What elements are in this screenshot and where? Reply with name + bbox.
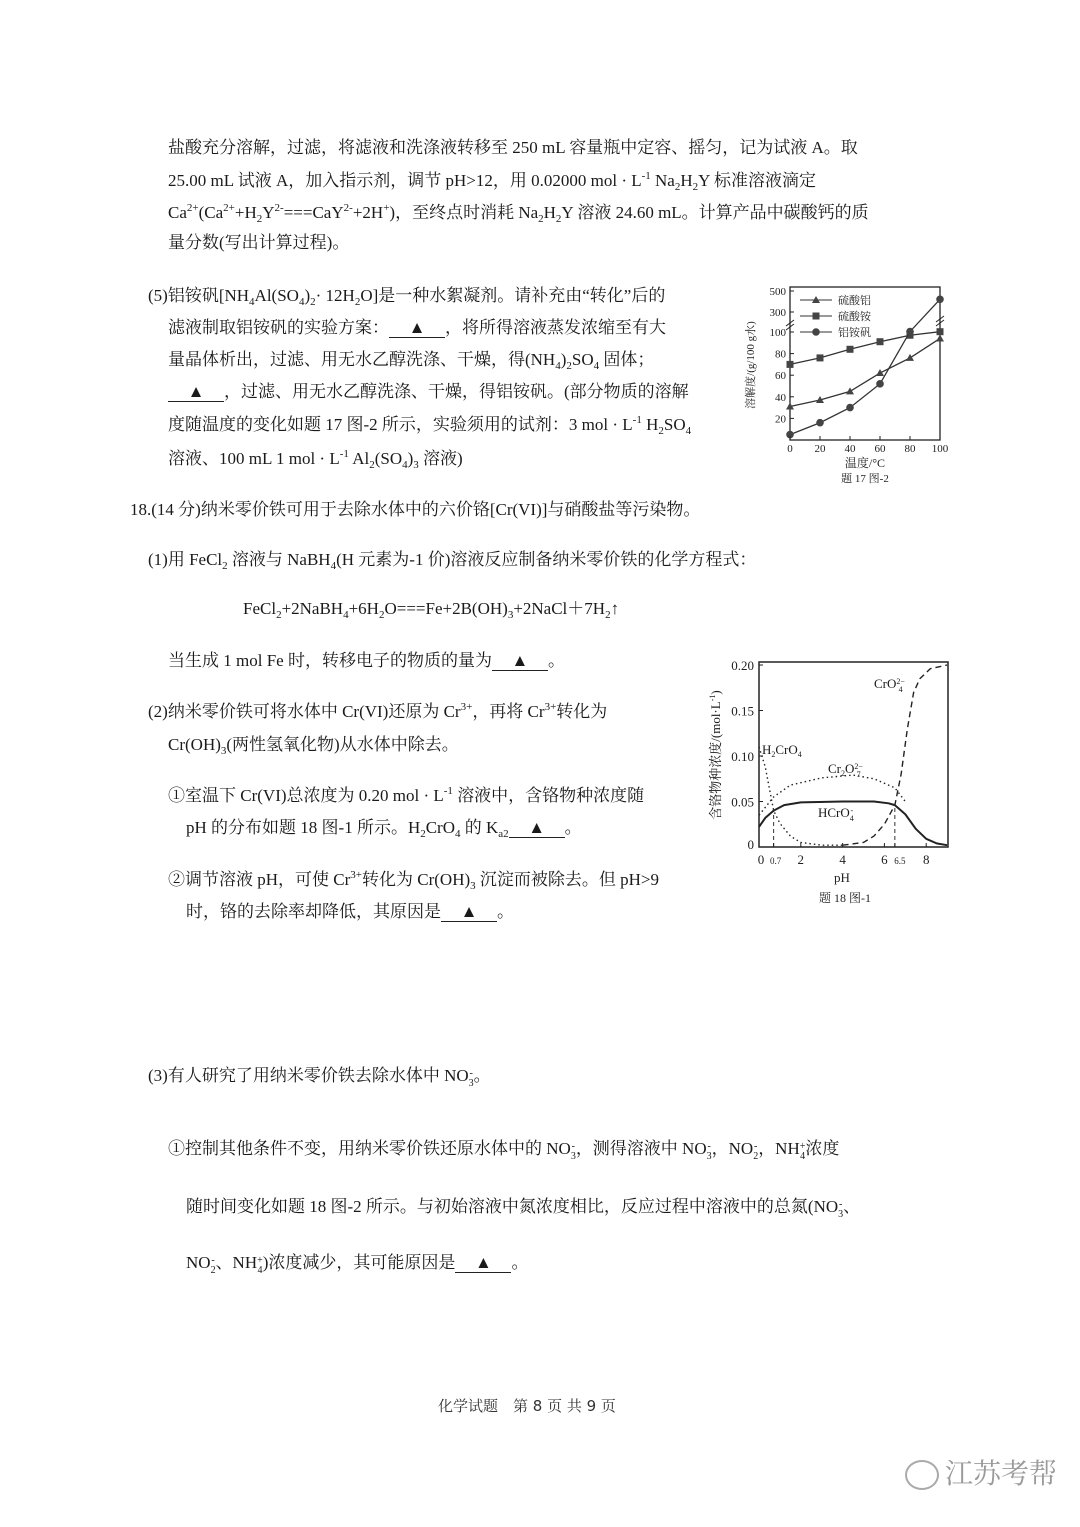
text-run: SO [571,350,594,369]
sub-superscript [854,763,863,779]
text-run: 。 [564,818,582,837]
sub-superscript [850,807,854,823]
text-run: ，过滤、用无水乙醇洗涤、干燥，得铝铵矾。(部分物质的溶解 [224,382,689,401]
legend-label: 铝铵矾 [838,327,871,339]
superscript: 3+ [460,701,473,713]
subscript: 3 [706,1151,712,1162]
data-point-circle [906,328,914,336]
y-tick-label: 500 [769,286,786,298]
text-run: FeCl [243,599,277,618]
text-run: CrO [874,676,897,691]
text-run: 。 [511,1253,529,1272]
text-run: (5)铝铵矾[NH [148,286,250,305]
superscript: -1 [443,785,453,797]
subscript: 2 [771,750,776,759]
data-point-triangle [906,354,914,361]
data-point-triangle [936,334,944,341]
text-run: +2NaCl＋7H [513,599,606,618]
subscript: 4 [455,828,461,840]
superscript: - [571,1141,575,1152]
legend-label: 硫酸铝 [838,295,871,307]
chart18-label-h2cro4 [762,743,802,757]
subscript: 2 [354,296,361,308]
x-tick-label: 60 [874,443,886,455]
legend-label: 硫酸铵 [838,311,871,323]
text-run: 、NH [215,1253,258,1272]
data-point-square [817,354,824,361]
subscript: 2 [538,213,544,225]
text-run: ) [708,690,723,695]
superscript: 3+ [350,869,362,881]
text-run: ===CaY [283,203,344,222]
chart17-ylabel: 溶解度/(g/100 g水) [745,321,757,409]
subscript: 2 [256,213,263,225]
text-run: 溶液与 NaBH [227,550,331,569]
subscript: 4 [849,814,854,823]
text-run: ，将所得溶液蒸发浓缩至有大 [445,318,666,337]
text-run: Al(SO [254,286,299,305]
subscript: 4 [298,296,305,308]
x-tick-label: 80 [904,443,916,455]
text-run: pH 的分布如题 18 图-1 所示。H [186,818,421,837]
chart18-label-cro4 [874,677,905,694]
subscript: 3 [470,880,476,892]
answer-blank[interactable]: ▲ [168,383,224,402]
subscript: 4 [593,360,600,372]
text-run: 度随温度的变化如题 17 图-2 所示，实验须用的试剂：3 mol · L [168,415,633,434]
y-tick-label: 20 [775,413,786,426]
chart18-ylabel [709,675,723,835]
text-run: ①室温下 Cr(VI)总浓度为 0.20 mol · L [168,786,444,805]
y-tick-label: 0.05 [731,794,754,810]
text-run: ，测得溶液中 NO [575,1139,707,1158]
subscript: 3 [838,1209,844,1220]
data-point-triangle [876,369,884,376]
text-run: Ca [168,203,187,222]
text-run: 转化为 [556,702,608,721]
text-run: 。 [473,1066,491,1085]
subscript: 2 [605,609,611,621]
y-tick-label: 40 [775,391,786,404]
text-run: )浓度减少，其可能原因是 [262,1253,456,1272]
x-tick-label: 40 [844,443,856,455]
wechat-icon [905,1460,939,1490]
subscript: 7 [856,770,861,779]
superscript: 2− [896,677,905,686]
subscript: 4 [800,1151,806,1162]
superscript: 2+ [186,202,199,214]
text-run: Al [348,449,370,468]
text-run: ) [560,350,567,369]
subscript: 4 [797,750,802,759]
data-point-circle [816,419,824,427]
text-run: ，再将 Cr [472,702,545,721]
text-run: 量分数(写出计算过程)。 [168,233,350,252]
subscript: 4 [555,360,561,372]
data-point-square [877,338,884,345]
text-run: (Ca [198,203,224,222]
subscript: 2 [378,609,385,621]
text-run: O]是一种水絮凝剂。请补充由“转化”后的 [360,286,666,305]
solubility-chart [743,286,949,485]
x-tick-label: 6 [881,852,888,867]
text-run: 随时间变化如题 18 图-2 所示。与初始溶液中氮浓度相比，反应过程中溶液中的总氮(NO [186,1197,839,1216]
data-point-circle [876,380,884,388]
x-tick-label: 8 [922,852,930,867]
chart18-label-hcro4 [818,806,854,823]
text-run: ) [304,286,311,305]
answer-blank[interactable]: ▲ [389,319,445,338]
subscript: 2 [753,1151,759,1162]
text-run: 18.(14 分)纳米零价铁可用于去除水体中的六价铬[Cr(VI)]与硝酸盐等污染物。 [130,500,701,519]
text-run: +H [234,203,257,222]
subscript: 2 [222,560,228,572]
y-tick-label: 60 [775,370,786,383]
data-point-square [787,361,794,368]
text-run: 当生成 1 mol Fe 时，转移电子的物质的量为 [168,651,492,670]
text-run: CrO [425,818,455,837]
y-tick-label: 80 [775,348,786,361]
text-run: H [641,415,659,434]
subscript: 4 [249,296,255,308]
legend-marker-square [813,313,820,320]
data-point-triangle [846,387,854,394]
superscript: 3+ [544,701,557,713]
subscript: 3 [507,609,514,621]
chart17-title: 题 17 图-2 [841,473,889,485]
subscript: 2 [310,296,316,308]
text-run: (SO [374,449,403,468]
subscript: 3 [468,1078,474,1089]
y-tick-label: 300 [769,307,786,319]
subscript: 4 [685,425,692,437]
text-run: O===Fe+2B(OH) [384,599,508,618]
subscript: a2 [498,828,509,840]
answer-blank[interactable]: ▲ [441,903,497,922]
text-run: (两性氢氧化物)从水体中除去。 [226,735,459,754]
chromium-species-chart [731,658,948,905]
text-run: (3)有人研究了用纳米零价铁去除水体中 NO [148,1066,469,1085]
text-run: 转化为 Cr(OH) [362,870,471,889]
x-tick-label: 0.7 [770,856,782,866]
text-run: 溶液中，含铬物种浓度随 [452,786,645,805]
text-run: ) [407,449,414,468]
superscript: -1 [708,694,717,702]
superscript: 2− [854,762,863,771]
text-run: H [680,171,693,190]
text-run: 。 [547,651,565,670]
subscript: 2 [420,828,426,840]
subscript: 2 [692,181,699,193]
text-run: Cr(OH) [168,735,221,754]
superscript: -1 [339,448,349,460]
text-run: 浓度 [805,1139,840,1158]
answer-blank[interactable]: ▲ [455,1254,511,1273]
text-run: (1)用 FeCl [148,550,223,569]
text-run: +6H [348,599,379,618]
subscript: 4 [402,459,408,471]
sub-superscript [896,678,905,694]
watermark [905,1452,1057,1492]
x-tick-label: 2 [797,852,805,867]
x-tick-label: 0 [757,852,765,867]
text-run: Cr [828,761,841,776]
subscript: 4 [343,609,349,621]
text-run: ②调节溶液 pH，可使 Cr [168,870,351,889]
superscript: 2- [274,202,284,214]
text-run: ↑ [610,599,620,618]
text-run: Y 溶液 24.60 mL。计算产品中碳酸钙的质 [561,203,869,222]
subscript: 4 [898,685,903,694]
superscript: - [211,1255,215,1266]
watermark-text: 江苏考帮 [945,1457,1058,1490]
superscript: + [799,1141,806,1152]
text-run: +2H [352,203,384,222]
subscript: 2 [276,609,282,621]
text-run: 25.00 mL 试液 A，加入指示剂，调节 pH>12，用 0.02000 mol · L [168,171,642,190]
subscript: 2 [841,769,845,778]
text-run: ，NO [711,1139,754,1158]
text-run: Na [650,171,675,190]
answer-blank[interactable]: ▲ [509,819,565,838]
legend-marker-circle [812,328,820,336]
text-run: (H 元素为-1 价)溶液反应制备纳米零价铁的化学方程式： [336,550,757,569]
subscript: 2 [566,360,572,372]
subscript: 2 [555,213,562,225]
y-tick-label: 0.10 [731,749,754,764]
subscript: 3 [413,459,419,471]
superscript: - [707,1141,711,1152]
subscript: 2 [210,1265,216,1276]
chart18-xlabel: pH [834,870,850,885]
chart18-title: 题 18 图-1 [819,891,871,905]
answer-blank[interactable]: ▲ [492,652,548,671]
x-tick-label: 100 [931,443,949,455]
data-point-square [847,346,854,353]
superscript: -1 [641,170,651,182]
text-run: 盐酸充分溶解，过滤，将滤液和洗涤液转移至 250 mL 容量瓶中定容、摇匀，记为试液 A。取 [168,138,858,157]
superscript: 2+ [223,202,235,214]
chart17-xlabel: 温度/°C [844,456,886,470]
text-run: 。 [497,902,514,921]
subscript: 2 [658,425,664,437]
superscript: - [838,1199,843,1210]
superscript: + [257,1255,263,1266]
y-tick-label: 0 [747,837,754,852]
text-run: 量晶体析出，过滤、用无水乙醇洗涤、干燥，得(NH [168,350,556,369]
data-point-square [937,328,944,335]
data-point-circle [846,404,854,412]
x-tick-label: 0 [787,443,793,455]
subscript: 4 [330,560,337,572]
text-run: 的 K [460,818,499,837]
text-run: O [845,761,855,776]
superscript: - [850,806,854,815]
text-run: 溶液、100 mL 1 mol · L [168,449,340,468]
chart18-label-cr2o7 [828,762,863,779]
superscript: 2- [343,202,353,214]
text-run: ，NH [758,1139,800,1158]
superscript: + [383,202,390,214]
text-run: 溶液) [418,449,463,468]
y-tick-label: 0.15 [731,703,754,719]
subscript: 3 [220,745,227,757]
text-run: 时，铬的去除率却降低，其原因是 [186,902,441,921]
superscript: - [754,1141,758,1152]
text-run: ①控制其他条件不变，用纳米零价铁还原水体中的 NO [168,1139,571,1158]
text-run: +2NaBH [281,599,344,618]
text-run: H [762,742,772,757]
text-run: H [543,203,556,222]
text-run: 沉淀而被除去。但 pH>9 [475,870,660,889]
text-run: NO [186,1253,211,1272]
subscript: 2 [369,459,375,471]
text-run: Y [262,203,275,222]
text-run: CrO [775,742,798,757]
text-run: )，至终点时消耗 Na [389,203,539,222]
subscript: 3 [570,1151,576,1162]
x-tick-label: 6.5 [894,856,906,866]
superscript: - [469,1068,473,1079]
chart17-frame [790,287,940,440]
text-run: SO [663,415,686,434]
text-run: · 12H [315,286,355,305]
x-tick-label: 4 [839,852,846,867]
text-run: Y 标准溶液滴定 [698,171,817,190]
subscript: 4 [257,1265,263,1276]
text-run: 含铬物种浓度/(mol·L [708,701,723,820]
data-point-circle [936,295,944,303]
y-tick-label: 100 [769,327,786,339]
subscript: 2 [674,181,681,193]
text-run: (2)纳米零价铁可将水体中 Cr(VI)还原为 Cr [148,702,461,721]
page-footer: 化学试题 第 8 页 共 9 页 [438,1397,616,1415]
text-run: HCrO [818,805,850,820]
superscript: -1 [632,414,642,426]
text-run: 固体； [599,350,655,369]
text-run: 滤液制取铝铵矾的实验方案： [168,318,389,337]
y-tick-label: 0.20 [731,658,754,673]
text-run: 、 [843,1197,861,1216]
x-tick-label: 20 [814,443,826,455]
